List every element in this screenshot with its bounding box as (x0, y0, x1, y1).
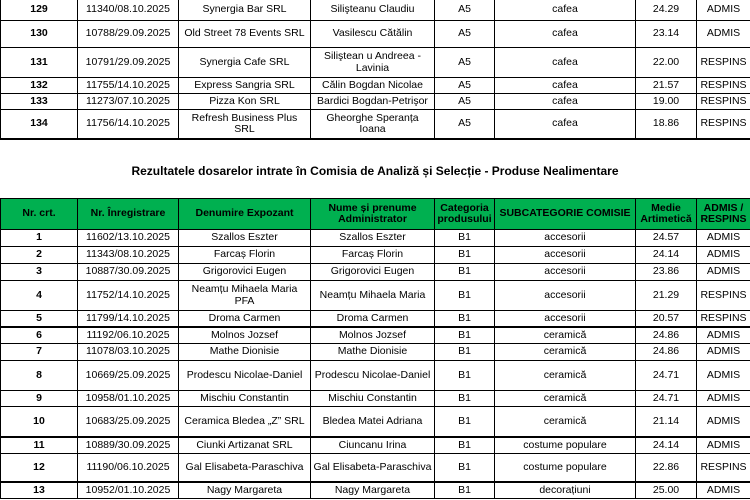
categoria-cell: B1 (435, 482, 495, 499)
subcategorie-cell: ceramică (495, 361, 636, 391)
administrator-cell: Silişteanu Claudiu (311, 0, 435, 21)
expozant-cell: Szallos Eszter (179, 230, 311, 247)
subcategorie-cell: cafea (495, 0, 636, 21)
table-row (1, 94, 750, 110)
medie-cell: 25.00 (636, 482, 697, 499)
nr-cell: 131 (1, 48, 78, 78)
categoria-cell: B1 (435, 327, 495, 344)
nr-cell: 129 (1, 0, 78, 21)
administrator-cell: Bardici Bogdan-Petrişor (311, 94, 435, 110)
categoria-cell: B1 (435, 281, 495, 311)
subcategorie-cell: cafea (495, 48, 636, 78)
medie-cell: 19.00 (636, 94, 697, 110)
medie-cell: 23.14 (636, 21, 697, 48)
subcategorie-cell: ceramică (495, 327, 636, 344)
inregistrare-cell: 11273/07.10.2025 (78, 94, 179, 110)
medie-cell: 23.86 (636, 264, 697, 281)
status-cell: ADMIS (697, 391, 750, 407)
expozant-cell: Droma Carmen (179, 311, 311, 327)
subcategorie-cell: ceramică (495, 344, 636, 361)
status-cell: RESPINS (697, 94, 750, 110)
status-cell: ADMIS (697, 230, 750, 247)
categoria-cell: B1 (435, 407, 495, 437)
status-cell: ADMIS (697, 437, 750, 454)
administrator-cell: Szallos Eszter (311, 230, 435, 247)
administrator-cell: Gheorghe Speranța Ioana (311, 110, 435, 139)
header-categoria: Categoria produsului (435, 199, 495, 230)
status-cell: ADMIS (697, 344, 750, 361)
expozant-cell: Mathe Dionisie (179, 344, 311, 361)
table-row (1, 391, 750, 407)
nonfood-results-table (0, 198, 750, 499)
categoria-cell: A5 (435, 94, 495, 110)
subcategorie-cell: cafea (495, 110, 636, 139)
status-cell: ADMIS (697, 264, 750, 281)
table-row (1, 264, 750, 281)
status-cell: ADMIS (697, 407, 750, 437)
subcategorie-cell: cafea (495, 78, 636, 94)
status-cell: RESPINS (697, 110, 750, 139)
inregistrare-cell: 10952/01.10.2025 (78, 482, 179, 499)
medie-cell: 22.00 (636, 48, 697, 78)
nr-cell: 4 (1, 281, 78, 311)
categoria-cell: B1 (435, 361, 495, 391)
header-nr: Nr. crt. (1, 199, 78, 230)
header-subcategorie: SUBCATEGORIE COMISIE (495, 199, 636, 230)
table-row (1, 327, 750, 344)
administrator-cell: Grigorovici Eugen (311, 264, 435, 281)
table-row (1, 78, 750, 94)
medie-cell: 21.29 (636, 281, 697, 311)
expozant-cell: Prodescu Nicolae-Daniel (179, 361, 311, 391)
inregistrare-cell: 11752/14.10.2025 (78, 281, 179, 311)
administrator-cell: Siliştean u Andreea - Lavinia (311, 48, 435, 78)
table-row (1, 110, 750, 139)
status-cell: RESPINS (697, 78, 750, 94)
categoria-cell: B1 (435, 230, 495, 247)
administrator-cell: Neamțu Mihaela Maria (311, 281, 435, 311)
status-cell: ADMIS (697, 361, 750, 391)
expozant-cell: Grigorovici Eugen (179, 264, 311, 281)
medie-cell: 24.86 (636, 344, 697, 361)
administrator-cell: Molnos Jozsef (311, 327, 435, 344)
table-row (1, 454, 750, 482)
nr-cell: 1 (1, 230, 78, 247)
nr-cell: 9 (1, 391, 78, 407)
table-row (1, 344, 750, 361)
subcategorie-cell: accesorii (495, 247, 636, 264)
inregistrare-cell: 10887/30.09.2025 (78, 264, 179, 281)
subcategorie-cell: costume populare (495, 437, 636, 454)
subcategorie-cell: ceramică (495, 407, 636, 437)
expozant-cell: Neamțu Mihaela Maria PFA (179, 281, 311, 311)
nr-cell: 8 (1, 361, 78, 391)
expozant-cell: Synergia Cafe SRL (179, 48, 311, 78)
nr-cell: 12 (1, 454, 78, 482)
categoria-cell: B1 (435, 264, 495, 281)
administrator-cell: Vasilescu Cătălin (311, 21, 435, 48)
header-status: ADMIS / RESPINS (697, 199, 750, 230)
inregistrare-cell: 10958/01.10.2025 (78, 391, 179, 407)
medie-cell: 21.14 (636, 407, 697, 437)
categoria-cell: B1 (435, 247, 495, 264)
categoria-cell: A5 (435, 21, 495, 48)
categoria-cell: B1 (435, 311, 495, 327)
header-administrator: Nume și prenume Administrator (311, 199, 435, 230)
medie-cell: 24.57 (636, 230, 697, 247)
inregistrare-cell: 11192/06.10.2025 (78, 327, 179, 344)
top-results-table (0, 0, 750, 140)
nr-cell: 133 (1, 94, 78, 110)
inregistrare-cell: 10669/25.09.2025 (78, 361, 179, 391)
medie-cell: 22.86 (636, 454, 697, 482)
nr-cell: 2 (1, 247, 78, 264)
table-row (1, 311, 750, 327)
table-row (1, 281, 750, 311)
subcategorie-cell: accesorii (495, 281, 636, 311)
inregistrare-cell: 11343/08.10.2025 (78, 247, 179, 264)
subcategorie-cell: accesorii (495, 230, 636, 247)
expozant-cell: Pizza Kon SRL (179, 94, 311, 110)
status-cell: ADMIS (697, 482, 750, 499)
medie-cell: 24.71 (636, 361, 697, 391)
section-title: Rezultatele dosarelor intrate în Comisia de Analiză și Selecție - Produse Nealimentare (131, 164, 619, 178)
administrator-cell: Mathe Dionisie (311, 344, 435, 361)
header-expozant: Denumire Expozant (179, 199, 311, 230)
inregistrare-cell: 11190/06.10.2025 (78, 454, 179, 482)
subcategorie-cell: costume populare (495, 454, 636, 482)
administrator-cell: Nagy Margareta (311, 482, 435, 499)
nr-cell: 13 (1, 482, 78, 499)
inregistrare-cell: 11340/08.10.2025 (78, 0, 179, 21)
subcategorie-cell: ceramică (495, 391, 636, 407)
administrator-cell: Gal Elisabeta-Paraschiva (311, 454, 435, 482)
inregistrare-cell: 10791/29.09.2025 (78, 48, 179, 78)
categoria-cell: B1 (435, 344, 495, 361)
categoria-cell: A5 (435, 0, 495, 21)
status-cell: ADMIS (697, 0, 750, 21)
table-row (1, 437, 750, 454)
nr-cell: 7 (1, 344, 78, 361)
expozant-cell: Old Street 78 Events SRL (179, 21, 311, 48)
table-row (1, 48, 750, 78)
inregistrare-cell: 11602/13.10.2025 (78, 230, 179, 247)
status-cell: RESPINS (697, 48, 750, 78)
header-inregistrare: Nr. Înregistrare (78, 199, 179, 230)
administrator-cell: Prodescu Nicolae-Daniel (311, 361, 435, 391)
inregistrare-cell: 11755/14.10.2025 (78, 78, 179, 94)
nr-cell: 130 (1, 21, 78, 48)
medie-cell: 24.71 (636, 391, 697, 407)
table-row (1, 407, 750, 437)
administrator-cell: Mischiu Constantin (311, 391, 435, 407)
categoria-cell: B1 (435, 454, 495, 482)
nr-cell: 11 (1, 437, 78, 454)
medie-cell: 20.57 (636, 311, 697, 327)
table-row (1, 0, 750, 21)
categoria-cell: A5 (435, 78, 495, 94)
nr-cell: 134 (1, 110, 78, 139)
categoria-cell: A5 (435, 110, 495, 139)
categoria-cell: A5 (435, 48, 495, 78)
categoria-cell: B1 (435, 391, 495, 407)
inregistrare-cell: 11756/14.10.2025 (78, 110, 179, 139)
expozant-cell: Synergia Bar SRL (179, 0, 311, 21)
expozant-cell: Refresh Business Plus SRL (179, 110, 311, 139)
administrator-cell: Farcaș Florin (311, 247, 435, 264)
categoria-cell: B1 (435, 437, 495, 454)
nr-cell: 3 (1, 264, 78, 281)
status-cell: ADMIS (697, 327, 750, 344)
medie-cell: 21.57 (636, 78, 697, 94)
expozant-cell: Molnos Jozsef (179, 327, 311, 344)
expozant-cell: Nagy Margareta (179, 482, 311, 499)
medie-cell: 24.29 (636, 0, 697, 21)
inregistrare-cell: 11799/14.10.2025 (78, 311, 179, 327)
table-row (1, 230, 750, 247)
administrator-cell: Călin Bogdan Nicolae (311, 78, 435, 94)
expozant-cell: Farcaș Florin (179, 247, 311, 264)
nr-cell: 6 (1, 327, 78, 344)
inregistrare-cell: 10889/30.09.2025 (78, 437, 179, 454)
subcategorie-cell: cafea (495, 21, 636, 48)
administrator-cell: Ciuncanu Irina (311, 437, 435, 454)
status-cell: ADMIS (697, 247, 750, 264)
medie-cell: 24.14 (636, 437, 697, 454)
administrator-cell: Droma Carmen (311, 311, 435, 327)
subcategorie-cell: accesorii (495, 264, 636, 281)
status-cell: ADMIS (697, 21, 750, 48)
table-row (1, 361, 750, 391)
table-header-row (1, 199, 750, 230)
medie-cell: 24.14 (636, 247, 697, 264)
expozant-cell: Ciunki Artizanat SRL (179, 437, 311, 454)
expozant-cell: Mischiu Constantin (179, 391, 311, 407)
table-row (1, 482, 750, 499)
medie-cell: 18.86 (636, 110, 697, 139)
medie-cell: 24.86 (636, 327, 697, 344)
table-row (1, 247, 750, 264)
subcategorie-cell: cafea (495, 94, 636, 110)
table-row (1, 21, 750, 48)
inregistrare-cell: 10788/29.09.2025 (78, 21, 179, 48)
status-cell: RESPINS (697, 281, 750, 311)
nr-cell: 132 (1, 78, 78, 94)
status-cell: RESPINS (697, 311, 750, 327)
nr-cell: 10 (1, 407, 78, 437)
subcategorie-cell: accesorii (495, 311, 636, 327)
inregistrare-cell: 11078/03.10.2025 (78, 344, 179, 361)
administrator-cell: Bledea Matei Adriana (311, 407, 435, 437)
status-cell: RESPINS (697, 454, 750, 482)
header-medie: Medie Artimetică (636, 199, 697, 230)
inregistrare-cell: 10683/25.09.2025 (78, 407, 179, 437)
expozant-cell: Ceramica Bledea „Z” SRL (179, 407, 311, 437)
expozant-cell: Express Sangria SRL (179, 78, 311, 94)
expozant-cell: Gal Elisabeta-Paraschiva (179, 454, 311, 482)
nr-cell: 5 (1, 311, 78, 327)
subcategorie-cell: decorațiuni (495, 482, 636, 499)
